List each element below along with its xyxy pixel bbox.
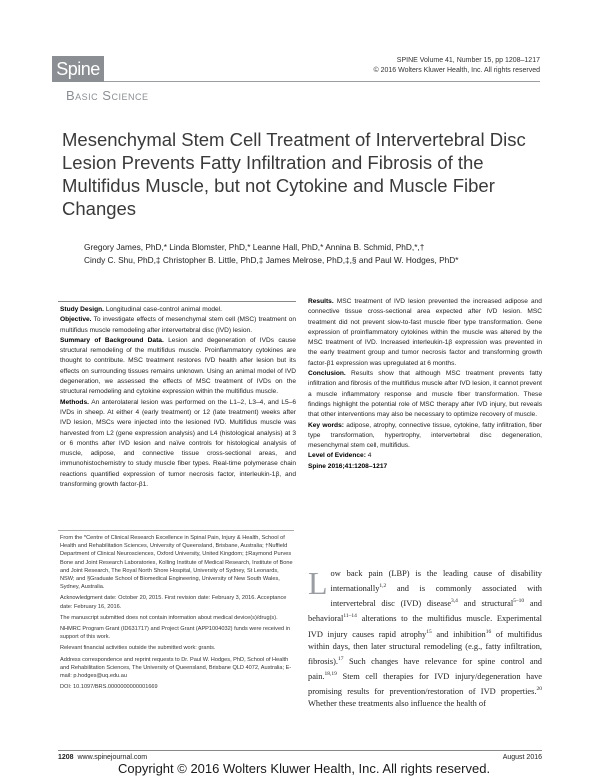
journal-copyright-line: © 2016 Wolters Kluwer Health, Inc. All rights reserved xyxy=(373,67,540,74)
background-label: Summary of Background Data. xyxy=(60,336,164,344)
citation-ref: 1,2 xyxy=(379,583,387,590)
conclusion xyxy=(308,369,542,420)
study-design-label: Study Design. xyxy=(60,306,104,313)
objective-text: To investigate effects of mesenchymal stem cell (MSC) treatment on multifidus muscle remodeling after intervertebral disc (IVD) lesion. xyxy=(60,316,296,334)
objective-label: Objective. xyxy=(60,316,92,324)
affiliations-doi: DOI: 10.1097/BRS.0000000000001669 xyxy=(60,684,158,691)
methods-text: An anterolateral lesion was performed on the L1–2, L3–4, and L5–6 IVDs in sheep. At either 4 (early treatment) or 12 (late treatment) weeks after IVD lesion, MSCs were injected into the lesioned IVD. Multifidus muscle was harvested from L2 (gene expression analysis) and L4 (histological analysis) at 3 or 6 months after IVD lesion and naïve controls for histological analysis of muscle, adipose, and connective tissue cross-sectional areas, and immunohistochemistry to study muscle fiber types. Real-time polymerase chain reactions quantified expression of tumor necrosis factor, interleukin-1β, and transforming growth factor-β1. xyxy=(60,398,297,489)
citation-ref: 11–14 xyxy=(343,613,357,620)
results xyxy=(308,297,542,369)
study-design-text: Longitudinal case-control animal model. xyxy=(105,306,223,313)
journal-logo: Spine xyxy=(52,56,104,82)
citation-ref: 17 xyxy=(338,655,344,662)
body-text-b: and is commonly associated with intervertebral disc (IVD) disease xyxy=(330,584,542,609)
keywords-text: adipose, atrophy, connective tissue, cytokine, fatty infiltration, fiber type transformation, hypertrophy, intervertebral disc degeneration, mesenchymal stem cell, multifidus. xyxy=(308,421,542,450)
citation-ref: 16 xyxy=(485,628,492,635)
methods-label: Methods. xyxy=(60,398,89,406)
body-text-f: and inhibition xyxy=(431,629,486,639)
background xyxy=(60,336,296,398)
footer-date: August 2016 xyxy=(502,754,542,761)
conclusion-label: Conclusion. xyxy=(308,370,346,378)
section-label: Basic Science xyxy=(66,88,149,103)
author-line-1: Gregory James, PhD,* Linda Blomster, PhD,* Leanne Hall, PhD,* Annina B. Schmid, PhD,*,† xyxy=(84,242,425,252)
affiliations-from: From the *Centre of Clinical Research Excellence in Spinal Pain, Injury & Health, School of Health and Rehabilitation Sciences, University of Queensland, Brisbane, Australia; †Nuffield Department of Clinical Neurosciences, Oxford University, United Kingdom; ‡Raymond Purves Bone and Joint Research Laboratories, Kolling Institute of Medical Research, Institute of Bone and Joint Research, The Royal North Shore Hospital, University of Sydney, St Leonards, NSW; and §Graduate School of Biomedical Engineering, University of New South Wales, Sydney, Australia. xyxy=(60,535,293,591)
citation-ref: 20 xyxy=(536,686,542,693)
results-label: Results. xyxy=(308,298,334,305)
citation-ref: 3,4 xyxy=(451,598,458,605)
background-text: Lesion and degeneration of IVDs cause structural remodeling of the multifidus muscle. Proinflammatory cytokines are thought to contribute. MSC treatment restores IVD health after lesion but its effects on surrounding tissues remains unknown. Using an animal model of IVD degeneration, we assessed the effects of MSC treatment of IVDs on the structural remodeling and cytokine expression within the multifidus muscle. xyxy=(60,336,296,396)
article-title: Mesenchymal Stem Cell Treatment of Intervertebral Disc Lesion Prevents Fatty Infiltration and Fibrosis of the Multifidus Muscle, but not Cytokine and Muscle Fiber Changes xyxy=(62,129,526,219)
author-list xyxy=(84,241,544,266)
keywords-label: Key words: xyxy=(308,421,344,429)
affiliations xyxy=(60,534,294,694)
level-of-evidence xyxy=(308,451,542,461)
abstract-right-column xyxy=(308,297,542,472)
copyright-watermark: Copyright © 2016 Wolters Kluwer Health, Inc. All rights reserved. xyxy=(118,761,491,776)
evidence-label: Level of Evidence: xyxy=(308,452,366,460)
abstract-rule xyxy=(58,301,296,302)
affiliations-devices: The manuscript submitted does not contain information about medical device(s)/drug(s). xyxy=(60,614,278,621)
citation-ref: 18,19 xyxy=(324,671,337,678)
citation xyxy=(308,462,542,472)
body-text-d: and behavioral xyxy=(308,599,542,624)
study-design xyxy=(60,305,296,315)
conclusion-text: Results show that although MSC treatment prevents fatty infiltration and fibrosis of the multifidus muscle after IVD lesion, it cannot prevent a muscle inflammatory response and muscle fiber transformation. These findings highlight the potential role of MSC therapy after IVD injury, but reveals that other interventions may also be necessary to optimize recovery of muscle. xyxy=(308,370,542,419)
body-text-e: alterations to the multifidus muscle. Experimental IVD injury causes rapid atrophy xyxy=(308,614,542,639)
citation-ref: 5–10 xyxy=(513,598,525,605)
body-text-h: Such changes have relevance for spine control and pain. xyxy=(308,656,542,681)
body-text-i: Stem cell therapies for IVD injury/degeneration have promising results for prevention/restoration of IVD properties. xyxy=(308,671,542,696)
body-text-j: Whether these treatments also influence the health of xyxy=(308,699,486,709)
citation-text: Spine 2016;41:1208–1217 xyxy=(308,462,388,470)
methods xyxy=(60,398,296,491)
affiliations-correspondence: Address correspondence and reprint requests to Dr. Paul W. Hodges, PhD, School of Health and Rehabilitation Sciences, The University of Queensland, Brisbane QLD 4072, Australia; E-mail: p.hodges@uq.edu.au xyxy=(60,656,292,680)
keywords xyxy=(308,421,542,452)
affiliations-rule xyxy=(58,530,294,531)
affiliations-funding: NHMRC Program Grant (ID631717) and Project Grant (APP1004032) funds were received in support of this work. xyxy=(60,626,291,641)
journal-info xyxy=(280,56,540,76)
body-text-c: and structural xyxy=(457,599,514,609)
affiliations-dates: Acknowledgment date: October 20, 2015. First revision date: February 3, 2016. Acceptance date: February 16, 2016. xyxy=(60,595,287,610)
author-line-2: Cindy C. Shu, PhD,‡ Christopher B. Little, PhD,‡ James Melrose, PhD,‡,§ and Paul W. Hodges, PhD* xyxy=(84,254,459,265)
journal-volume-line: SPINE Volume 41, Number 15, pp 1208–1217 xyxy=(396,57,540,64)
citation-ref: 15 xyxy=(426,628,432,635)
body-text-g: of multifidus within days, then later structural remodeling (e.g., fatty infiltration, fibrosis). xyxy=(308,629,542,666)
evidence-value: 4 xyxy=(367,452,372,460)
footer-left xyxy=(58,754,147,761)
page-number: 1208 xyxy=(58,754,74,761)
results-text: MSC treatment of IVD lesion prevented the increased adipose and connective tissue cross-sectional area expected after IVD lesion. MSC treatment did not prevent slow-to-fast muscle fiber type transformation. Gene expression of proinflammatory cytokines within the muscle was altered by the MSC treatment of IVD. Increased interleukin-1β expression was prevented in the early treatment group and tumor necrosis factor and transforming growth factor-β1 expression was upregulated at 6 months. xyxy=(308,298,542,367)
journal-website-link[interactable]: www.spinejournal.com xyxy=(77,754,148,761)
footer-rule xyxy=(58,750,542,751)
drop-cap: L xyxy=(308,565,328,601)
body-text-a: ow back pain (LBP) is the leading cause of disability internationally xyxy=(330,569,542,594)
abstract-left-column xyxy=(60,305,296,490)
body-intro-paragraph xyxy=(308,565,542,711)
affiliations-financial: Relevant financial activities outside the submitted work: grants. xyxy=(60,645,216,652)
objective xyxy=(60,315,296,336)
header-rule xyxy=(104,81,540,82)
